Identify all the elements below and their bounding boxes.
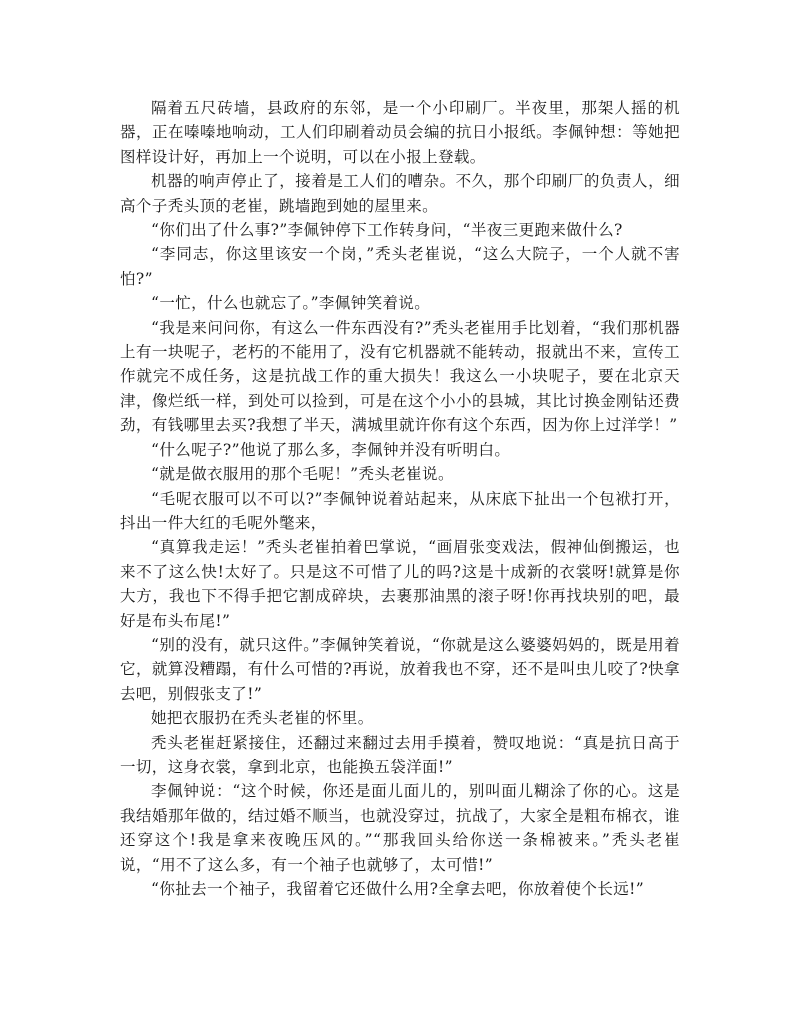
paragraph-2: 机器的响声停止了，接着是工人们的嘈杂。不久，那个印刷厂的负责人，细高个子秃头顶的老崔，跳墙跑到她的屋里来。 bbox=[120, 172, 680, 215]
paragraph-8: “就是做衣服用的那个毛呢！”秃头老崔说。 bbox=[151, 465, 454, 484]
paragraph-3: “你们出了什么事?”李佩钟停下工作转身问，“半夜三更跑来做什么? bbox=[151, 221, 623, 240]
paragraph-6: “我是来问问你，有这么一件东西没有?”秃头老崔用手比划着，“我们那机器上有一块呢子，老朽的不能用了，没有它机器就不能转动，报就出不来，宣传工作就完不成任务，这是抗战工作的重大损失！我这么一小块呢子，要在北京天津，像烂纸一样，到处可以捡到，可是在这个小小的县城，其比讨换金刚钻还费劲，有钱哪里去买?我想了半天，满城里就许你有这个东西，因为你上过洋学！” bbox=[120, 318, 680, 435]
paragraph-1: 隔着五尺砖墙，县政府的东邻，是一个小印刷厂。半夜里，那架人摇的机器，正在嗪嗪地响动，工人们印刷着动员会编的抗日小报纸。李佩钟想：等她把图样设计好，再加上一个说明，可以在小报上登载。 bbox=[120, 99, 680, 166]
paragraph-13: 秃头老崔赶紧接住，还翻过来翻过去用手摸着，赞叹地说：“真是抗日高于一切，这身衣裳，拿到北京，也能换五袋洋面!” bbox=[120, 733, 680, 776]
paragraph-10: “真算我走运！”秃头老崔拍着巴掌说，“画眉张变戏法，假神仙倒搬运，也来不了这么快!太好了。只是这不可惜了儿的吗?这是十成新的衣裳呀!就算是你大方，我也下不得手把它割成碎块，去裹那油黑的滚子呀!你再找块别的吧，最好是布头布尾!” bbox=[120, 538, 680, 630]
article-body bbox=[120, 96, 680, 901]
paragraph-11: “别的没有，就只这件。”李佩钟笑着说，“你就是这么婆婆妈妈的，既是用着它，就算没糟蹋，有什么可惜的?再说，放着我也不穿，还不是叫虫儿咬了?快拿去吧，别假张支了!” bbox=[120, 635, 680, 703]
paragraph-9: “毛呢衣服可以不可以?”李佩钟说着站起来，从床底下扯出一个包袱打开，抖出一件大红的毛呢外氅来， bbox=[120, 489, 680, 532]
paragraph-14: 李佩钟说：“这个时候，你还是面儿面儿的，别叫面儿糊涂了你的心。这是我结婚那年做的，结过婚不顺当，也就没穿过，抗战了，大家全是粗布棉衣，谁还穿这个!我是拿来夜晚压风的。”“那我回头给你送一条棉被来。”秃头老崔说，“用不了这么多，有一个袖子也就够了，太可惜!” bbox=[120, 782, 680, 874]
paragraph-4: “李同志，你这里该安一个岗，”秃头老崔说，“这么大院子，一个人就不害怕?” bbox=[120, 245, 680, 288]
paragraph-15: “你扯去一个袖子，我留着它还做什么用?全拿去吧，你放着使个长远!” bbox=[151, 880, 645, 898]
paragraph-12: 她把衣服扔在秃头老崔的怀里。 bbox=[151, 709, 374, 728]
paragraph-7: “什么呢子?”他说了那么多，李佩钟并没有听明白。 bbox=[151, 440, 511, 459]
paragraph-5: “一忙，什么也就忘了。”李佩钟笑着说。 bbox=[151, 294, 431, 313]
